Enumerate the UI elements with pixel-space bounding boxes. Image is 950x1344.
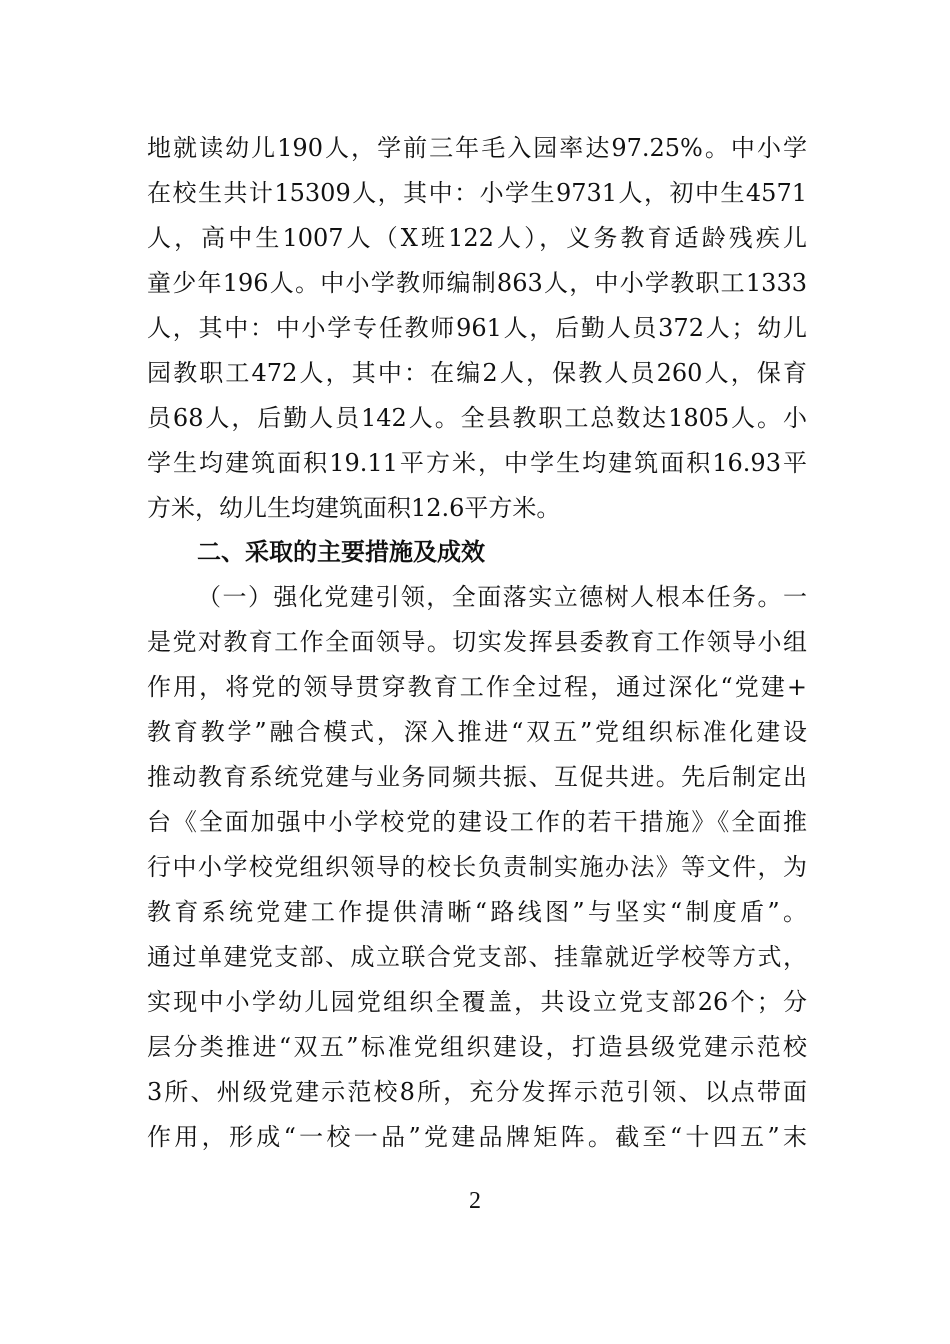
text-line: 层分类推进“双五”标准党组织建设，打造县级党建示范校: [147, 1033, 807, 1061]
text-line: 童少年196人。中小学教师编制863人，中小学教职工1333: [147, 269, 807, 297]
text-line: 台《全面加强中小学校党的建设工作的若干措施》《全面推: [147, 808, 807, 836]
text-line: 是党对教育工作全面领导。切实发挥县委教育工作领导小组: [147, 628, 807, 656]
text-line: 作用，形成“一校一品”党建品牌矩阵。截至“十四五”末: [147, 1123, 807, 1151]
text-line: 作用，将党的领导贯穿教育工作全过程，通过深化“党建+: [147, 673, 807, 701]
text-line: 3所、州级党建示范校8所，充分发挥示范引领、以点带面: [147, 1078, 807, 1106]
text-line: 实现中小学幼儿园党组织全覆盖，共设立党支部26个；分: [147, 988, 807, 1016]
page-number: 2: [469, 1188, 481, 1214]
text-line: 教育教学”融合模式，深入推进“双五”党组织标准化建设: [147, 718, 807, 746]
text-line: （一）强化党建引领，全面落实立德树人根本任务。一: [197, 583, 807, 611]
text-line: 行中小学校党组织领导的校长负责制实施办法》等文件，为: [147, 853, 807, 881]
text-line: 推动教育系统党建与业务同频共振、互促共进。先后制定出: [147, 763, 807, 791]
text-line: 人，高中生1007人（X班122人），义务教育适龄残疾儿: [147, 224, 807, 252]
text-line: 在校生共计15309人，其中：小学生9731人，初中生4571: [147, 179, 807, 207]
text-line: 地就读幼儿190人，学前三年毛入园率达97.25%。中小学: [147, 134, 807, 162]
section-heading: 二、采取的主要措施及成效: [197, 538, 485, 566]
text-line: 园教职工472人，其中：在编2人，保教人员260人，保育: [147, 359, 807, 387]
text-line: 教育系统党建工作提供清晰“路线图”与坚实“制度盾”。: [147, 898, 807, 926]
text-line: 学生均建筑面积19.11平方米，中学生均建筑面积16.93平: [147, 449, 807, 477]
text-line: 通过单建党支部、成立联合党支部、挂靠就近学校等方式，: [147, 943, 807, 971]
text-line: 人，其中：中小学专任教师961人，后勤人员372人；幼儿: [147, 314, 807, 342]
text-line: 员68人，后勤人员142人。全县教职工总数达1805人。小: [147, 404, 807, 432]
text-line: 方米，幼儿生均建筑面积12.6平方米。: [147, 494, 561, 522]
